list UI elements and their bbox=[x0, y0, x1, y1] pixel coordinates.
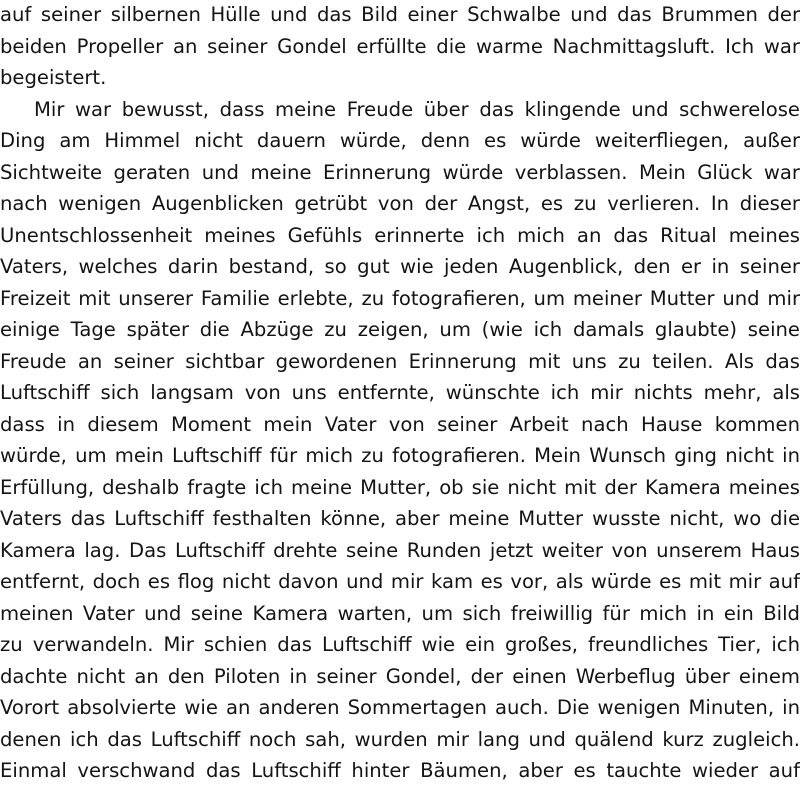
text-line: Unentschlossenheit meines Gefühls erinnerte ich mich an das Ritual meines bbox=[0, 223, 800, 247]
text-line: einige Tage später die Abzüge zu zeigen, um (wie ich damals glaubte) seine bbox=[0, 318, 800, 341]
text-line: meinen Vater und seine Kamera warten, um sich freiwillig für mich in ein Bild bbox=[0, 601, 800, 625]
text-line: Sichtweite geraten und meine Erinnerung würde verblassen. Mein Glück war bbox=[0, 160, 800, 184]
text-line: Freizeit mit unserer Familie erlebte, zu fotografieren, um meiner Mutter und mir bbox=[0, 286, 800, 310]
text-line: Vorort absolvierte wie an anderen Sommertagen auch. Die wenigen Minuten, in bbox=[0, 696, 800, 719]
text-line: Ding am Himmel nicht dauern würde, denn es würde weiterfliegen, außer bbox=[0, 129, 800, 152]
text-line: Einmal verschwand das Luftschiff hinter Bäumen, aber es tauchte wieder auf bbox=[0, 759, 800, 782]
text-line: Erfüllung, deshalb fragte ich meine Mutter, ob sie nicht mit der Kamera meines bbox=[0, 475, 800, 499]
paragraph-2 bbox=[0, 94, 800, 787]
paragraph-1 bbox=[0, 0, 800, 94]
text-line: dachte nicht an den Piloten in seiner Gondel, der einen Werbeflug über einem bbox=[0, 664, 800, 688]
text-line: entfernt, doch es flog nicht davon und mir kam es vor, als würde es mit mir auf bbox=[0, 570, 800, 593]
text-line: beiden Propeller an seiner Gondel erfüllte die warme Nachmittagsluft. Ich war bbox=[0, 34, 800, 58]
text-line: Vaters, welches darin bestand, so gut wie jeden Augenblick, den er in seiner bbox=[0, 255, 800, 278]
text-line: Vaters das Luftschiff festhalten könne, aber meine Mutter wusste nicht, wo die bbox=[0, 507, 800, 530]
text-line: zu verwandeln. Mir schien das Luftschiff wie ein großes, freundliches Tier, ich bbox=[0, 633, 800, 656]
text-line: nach wenigen Augenblicken getrübt von der Angst, es zu verlieren. In dieser bbox=[0, 192, 800, 215]
text-line: Kamera lag. Das Luftschiff drehte seine Runden jetzt weiter von unserem Haus bbox=[0, 538, 800, 562]
text-line: auf seiner silbernen Hülle und das Bild einer Schwalbe und das Brummen der bbox=[0, 3, 800, 26]
text-line: würde, um mein Luftschiff für mich zu fotografieren. Mein Wunsch ging nicht in bbox=[0, 444, 800, 467]
text-line: Luftschiff sich langsam von uns entfernte, wünschte ich mir nichts mehr, als bbox=[0, 381, 800, 404]
text-line: begeistert. bbox=[0, 66, 107, 89]
text-line: dass in diesem Moment mein Vater von seiner Arbeit nach Hause kommen bbox=[0, 412, 800, 436]
text-line: Freude an seiner sichtbar gewordenen Erinnerung mit uns zu teilen. Als das bbox=[0, 349, 800, 373]
text-line: Mir war bewusst, dass meine Freude über das klingende und schwerelose bbox=[34, 97, 800, 121]
text-line: denen ich das Luftschiff noch sah, wurden mir lang und quälend kurz zugleich. bbox=[0, 727, 800, 751]
